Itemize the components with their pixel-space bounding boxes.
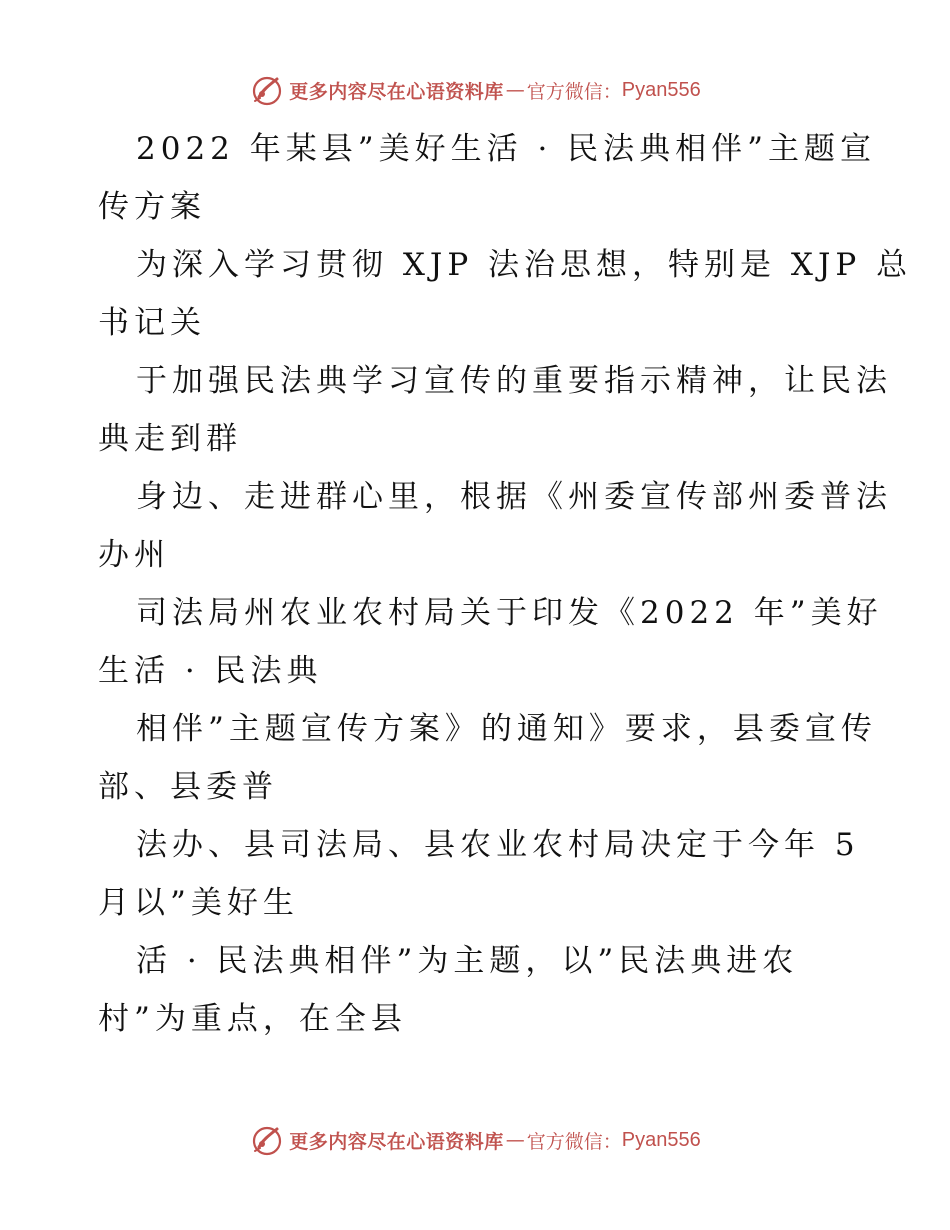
body-line: 办州 — [98, 537, 170, 573]
body-line: 活 · 民法典相伴”为主题，以”民法典进农 — [136, 943, 799, 979]
body-line: 法办、县司法局、县农业农村局决定于今年 5 — [136, 827, 860, 863]
watermark-wechat-id: Pyan556 — [621, 78, 701, 101]
body-line: 月以”美好生 — [98, 885, 299, 921]
body-line: 部、县委普 — [98, 769, 278, 805]
watermark-dash: — — [505, 1129, 525, 1151]
body-line: 书记关 — [98, 305, 206, 341]
watermark-brand-text: 更多内容尽在心语资料库 — [289, 80, 504, 103]
watermark-brand-text: 更多内容尽在心语资料库 — [289, 1130, 504, 1153]
watermark-wechat-id: Pyan556 — [621, 1128, 701, 1151]
watermark-wechat-label: 官方微信： — [526, 1130, 622, 1153]
footer-watermark — [0, 1120, 950, 1160]
watermark-wechat-label: 官方微信： — [526, 80, 622, 103]
document-body — [98, 120, 913, 1048]
body-line: 村”为重点，在全县 — [98, 1001, 407, 1037]
body-line: 2022 年某县”美好生活 · 民法典相伴”主题宣 — [136, 131, 877, 167]
brush-logo-icon — [249, 72, 285, 108]
body-line: 为深入学习贯彻 XJP 法治思想，特别是 XJP 总 — [136, 247, 913, 283]
body-line: 于加强民法典学习宣传的重要指示精神，让民法 — [136, 363, 892, 399]
brush-logo-icon — [249, 1122, 285, 1158]
body-line: 相伴”主题宣传方案》的通知》要求，县委宣传 — [136, 711, 877, 747]
header-watermark — [0, 70, 950, 110]
body-line: 典走到群 — [98, 421, 242, 457]
body-line: 生活 · 民法典 — [98, 653, 323, 689]
body-line: 身边、走进群心里，根据《州委宣传部州委普法 — [136, 479, 892, 515]
body-line: 司法局州农业农村局关于印发《2022 年”美好 — [136, 595, 883, 631]
watermark-dash: — — [505, 79, 525, 101]
body-line: 传方案 — [98, 189, 206, 225]
